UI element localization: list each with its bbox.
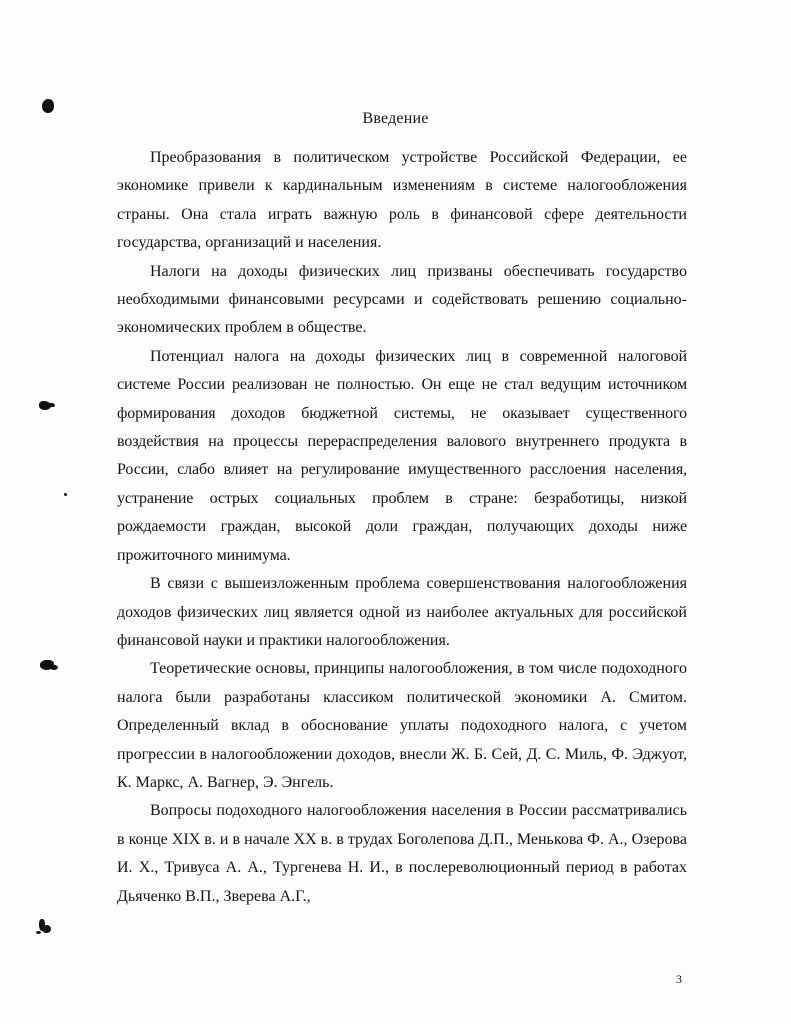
page-title: Введение bbox=[362, 110, 429, 127]
paragraph: Потенциал налога на доходы физических лиц в современной налоговой системе России реализован не полностью. Он еще не стал ведущим источником формирования доходов бюджетной системы, не оказывает существенного воздействия на процессы перераспределения валового внутреннего продукта в России, слабо влияет на регулирование имущественного расслоения населения, устранение острых социальных проблем в стране: безработицы, низкой рождаемости граждан, высокой доли граждан, получающих доходы ниже прожиточного минимума. bbox=[117, 347, 687, 564]
paragraph: Вопросы подоходного налогообложения населения в России рассматривались в конце XIX в. и в начале XX в. в трудах Боголепова Д.П., Менькова Ф. А., Озерова И. Х., Тривуса А. А., Тургенева Н. И., в послереволюционный период в работах Дьяченко В.П., Зверева А.Г., bbox=[117, 802, 687, 905]
document-body bbox=[117, 144, 687, 911]
paragraph: Преобразования в политическом устройстве Российской Федерации, ее экономике привели к кардинальным изменениям в системе налогообложения страны. Она стала играть важную роль в финансовой сфере деятельности государства, организаций и населения. bbox=[117, 149, 687, 252]
scan-ink-spot bbox=[49, 403, 55, 407]
scan-ink-spot bbox=[64, 493, 67, 496]
scan-ink-spot bbox=[50, 665, 58, 670]
scan-ink-spot bbox=[36, 931, 41, 934]
page-number: 3 bbox=[676, 972, 682, 986]
paragraph: В связи с вышеизложенным проблема совершенствования налогообложения доходов физических лиц является одной из наиболее актуальных для российской финансовой науки и практики налогообложения. bbox=[117, 575, 687, 649]
paragraph: Теоретические основы, принципы налогообложения, в том числе подоходного налога были разработаны классиком политической экономики А. Смитом. Определенный вклад в обоснование уплаты подоходного налога, с учетом прогрессии в налогообложении доходов, внесли Ж. Б. Сей, Д. С. Миль, Ф. Эджуот, К. Маркс, А. Вагнер, Э. Энгель. bbox=[117, 660, 687, 791]
scan-ink-spot bbox=[42, 925, 51, 933]
paragraph: Налоги на доходы физических лиц призваны обеспечивать государство необходимыми финансовыми ресурсами и содействовать решению социально- экономических проблем в обществе. bbox=[117, 262, 687, 337]
